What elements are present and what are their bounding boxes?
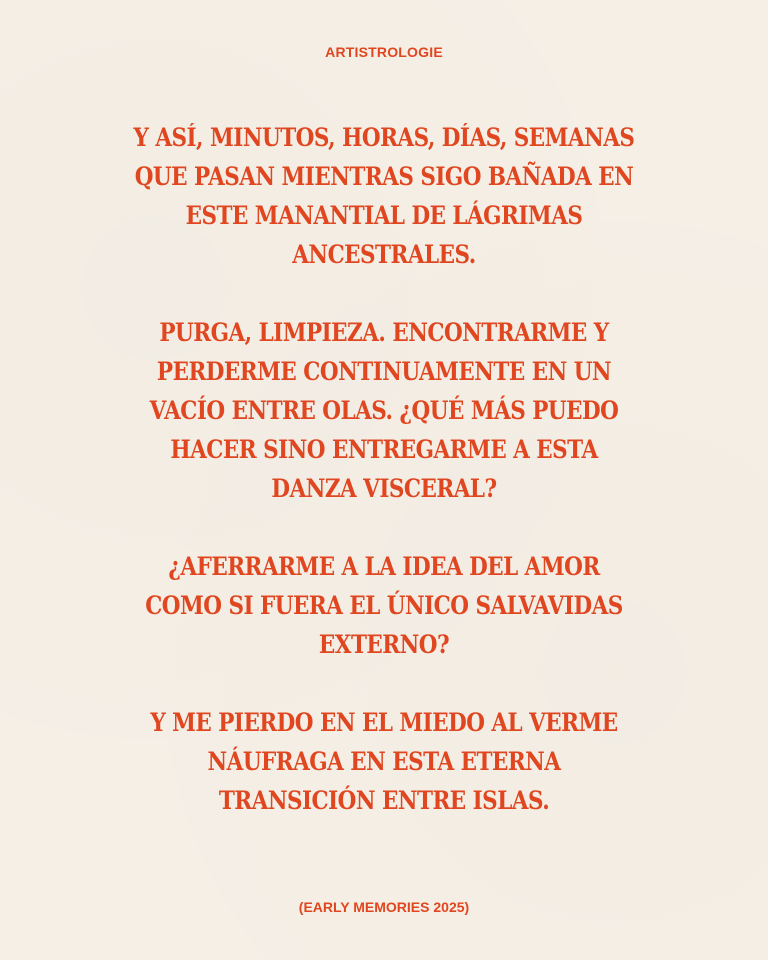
poem-line: ANCESTRALES.: [292, 240, 476, 269]
poem-line: COMO SI FUERA EL ÚNICO SALVAVIDAS: [145, 591, 623, 620]
poem-line: HACER SINO ENTREGARME A ESTA: [170, 435, 598, 464]
poem-line: QUE PASAN MIENTRAS SIGO BAÑADA EN: [134, 162, 634, 191]
poem-line: PURGA, LIMPIEZA. ENCONTRARME Y: [159, 318, 609, 347]
stanza-2: [105, 313, 662, 508]
poem-line: PERDERME CONTINUAMENTE EN UN: [156, 357, 612, 386]
stanza-3: [105, 547, 662, 664]
poem-line: NÁUFRAGA EN ESTA ETERNA: [207, 747, 561, 776]
stanza-4: [105, 703, 662, 820]
poem-line: Y ASÍ, MINUTOS, HORAS, DÍAS, SEMANAS: [133, 123, 635, 152]
poem-line: VACÍO ENTRE OLAS. ¿QUÉ MÁS PUEDO: [149, 396, 619, 425]
poem-line: EXTERNO?: [318, 630, 450, 659]
poem-line: TRANSICIÓN ENTRE ISLAS.: [218, 786, 550, 815]
poem-line: ¿AFERRARME A LA IDEA DEL AMOR: [168, 552, 600, 581]
poem-text: [105, 118, 662, 820]
brand-title: ARTISTROLOGIE: [325, 44, 443, 60]
footer-caption: (EARLY MEMORIES 2025): [298, 899, 470, 915]
stanza-1: [105, 118, 662, 274]
poem-line: DANZA VISCERAL?: [271, 474, 497, 503]
poem-line: Y ME PIERDO EN EL MIEDO AL VERME: [150, 708, 618, 737]
poem-line: ESTE MANANTIAL DE LÁGRIMAS: [185, 201, 583, 230]
